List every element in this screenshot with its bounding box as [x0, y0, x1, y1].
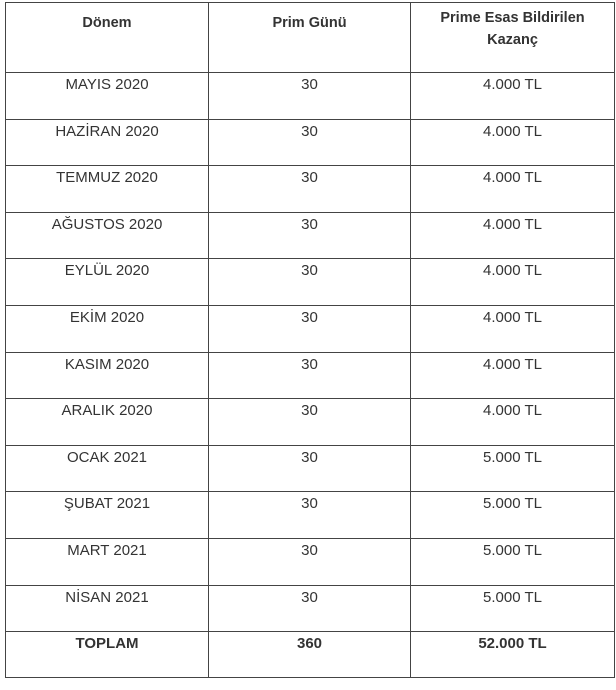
cell-period: EYLÜL 2020: [6, 259, 209, 306]
header-period: Dönem: [6, 3, 209, 73]
cell-earnings: 5.000 TL: [411, 492, 615, 539]
header-days: Prim Günü: [209, 3, 411, 73]
table-row: [6, 352, 615, 399]
cell-earnings: 4.000 TL: [411, 305, 615, 352]
total-row: [6, 632, 615, 678]
cell-period: HAZİRAN 2020: [6, 119, 209, 166]
cell-earnings: 4.000 TL: [411, 166, 615, 213]
cell-period: ARALIK 2020: [6, 399, 209, 446]
total-days: 360: [209, 632, 411, 678]
cell-days: 30: [209, 352, 411, 399]
premium-table: [5, 2, 615, 678]
table-row: [6, 119, 615, 166]
cell-period: KASIM 2020: [6, 352, 209, 399]
cell-period: MAYIS 2020: [6, 73, 209, 120]
cell-days: 30: [209, 492, 411, 539]
table-row: [6, 445, 615, 492]
cell-earnings: 4.000 TL: [411, 73, 615, 120]
table-row: [6, 305, 615, 352]
table-row: [6, 259, 615, 306]
table-body: [6, 73, 615, 632]
table-row: [6, 585, 615, 632]
cell-earnings: 5.000 TL: [411, 445, 615, 492]
header-earnings: Prime Esas Bildirilen Kazanç: [411, 3, 615, 73]
total-label: TOPLAM: [6, 632, 209, 678]
cell-days: 30: [209, 212, 411, 259]
cell-period: AĞUSTOS 2020: [6, 212, 209, 259]
cell-days: 30: [209, 399, 411, 446]
cell-earnings: 4.000 TL: [411, 352, 615, 399]
cell-days: 30: [209, 119, 411, 166]
table-row: [6, 399, 615, 446]
cell-earnings: 4.000 TL: [411, 119, 615, 166]
table-row: [6, 212, 615, 259]
table-row: [6, 538, 615, 585]
cell-earnings: 5.000 TL: [411, 538, 615, 585]
cell-days: 30: [209, 305, 411, 352]
cell-period: ŞUBAT 2021: [6, 492, 209, 539]
table-row: [6, 166, 615, 213]
cell-period: OCAK 2021: [6, 445, 209, 492]
cell-earnings: 4.000 TL: [411, 259, 615, 306]
total-earnings: 52.000 TL: [411, 632, 615, 678]
cell-days: 30: [209, 259, 411, 306]
cell-period: NİSAN 2021: [6, 585, 209, 632]
cell-period: EKİM 2020: [6, 305, 209, 352]
table-row: [6, 73, 615, 120]
cell-earnings: 5.000 TL: [411, 585, 615, 632]
cell-earnings: 4.000 TL: [411, 212, 615, 259]
cell-days: 30: [209, 166, 411, 213]
cell-days: 30: [209, 585, 411, 632]
cell-period: TEMMUZ 2020: [6, 166, 209, 213]
cell-period: MART 2021: [6, 538, 209, 585]
cell-days: 30: [209, 73, 411, 120]
table-row: [6, 492, 615, 539]
header-row: [6, 3, 615, 73]
cell-days: 30: [209, 445, 411, 492]
cell-days: 30: [209, 538, 411, 585]
cell-earnings: 4.000 TL: [411, 399, 615, 446]
